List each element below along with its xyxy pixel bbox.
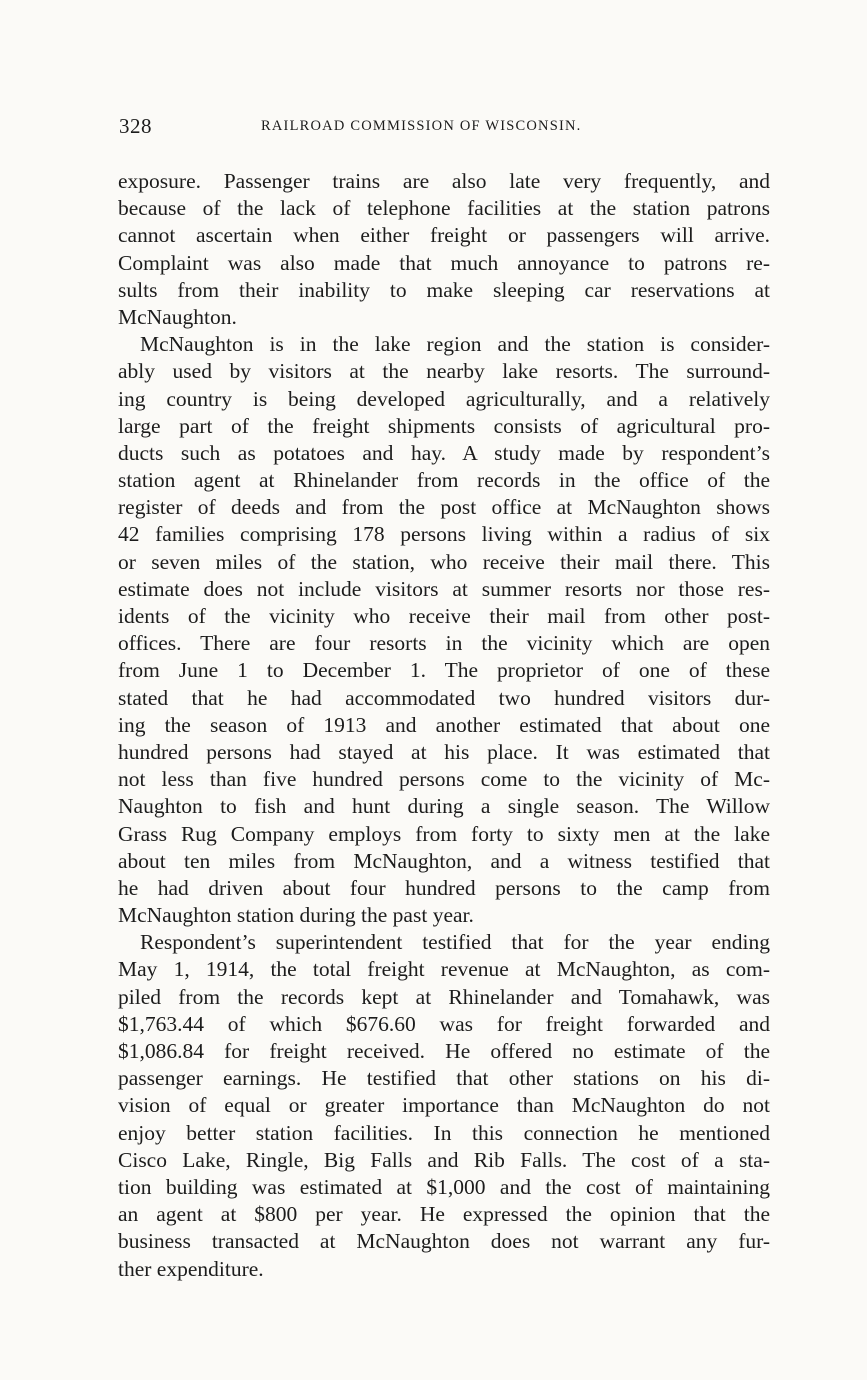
text-line: register of deeds and from the post office at McNaughton shows [118, 495, 770, 520]
page-number: 328 [119, 114, 152, 138]
text-line: vision of equal or greater importance than McNaughton do not [118, 1093, 770, 1118]
text-line: or seven miles of the station, who receive their mail there. This [118, 549, 770, 574]
text-line: ably used by visitors at the nearby lake resorts. The surround- [118, 359, 770, 384]
paragraph-2 [118, 331, 770, 929]
body-text [118, 168, 770, 1283]
paragraph-3 [118, 929, 770, 1282]
text-line: estimate does not include visitors at summer resorts nor those res- [118, 576, 770, 601]
text-line: he had driven about four hundred persons to the camp from [118, 875, 770, 900]
text-line: sults from their inability to make sleeping car reservations at [118, 277, 770, 302]
running-head [119, 114, 769, 144]
text-line: McNaughton. [118, 304, 237, 329]
text-line: stated that he had accommodated two hundred visitors dur- [118, 685, 770, 710]
text-line: Cisco Lake, Ringle, Big Falls and Rib Falls. The cost of a sta- [118, 1147, 770, 1172]
text-line: exposure. Passenger trains are also late very frequently, and [118, 169, 770, 193]
text-line: ther expenditure. [118, 1256, 264, 1281]
text-line: an agent at $800 per year. He expressed the opinion that the [118, 1202, 770, 1227]
text-line: McNaughton is in the lake region and the station is consider- [140, 332, 770, 357]
text-line: passenger earnings. He testified that other stations on his di- [118, 1066, 770, 1091]
text-line: Naughton to fish and hunt during a single season. The Willow [118, 794, 770, 819]
text-line: Grass Rug Company employs from forty to sixty men at the lake [118, 821, 770, 846]
text-line: because of the lack of telephone facilities at the station patrons [118, 196, 770, 221]
text-line: $1,086.84 for freight received. He offered no estimate of the [118, 1039, 770, 1063]
text-line: tion building was estimated at $1,000 and the cost of maintaining [118, 1174, 770, 1199]
running-title: RAILROAD COMMISSION OF WISCONSIN. [261, 118, 582, 134]
text-line: May 1, 1914, the total freight revenue at McNaughton, as com- [118, 957, 770, 982]
text-line: $1,763.44 of which $676.60 was for freight forwarded and [118, 1011, 770, 1036]
text-line: business transacted at McNaughton does not warrant any fur- [118, 1229, 770, 1254]
text-line: McNaughton station during the past year. [118, 903, 474, 928]
text-line: about ten miles from McNaughton, and a witness testified that [118, 848, 770, 873]
text-line: station agent at Rhinelander from records in the office of the [118, 468, 770, 493]
paragraph-1 [118, 168, 770, 331]
text-line: ing the season of 1913 and another estimated that about one [118, 712, 770, 737]
text-line: ducts such as potatoes and hay. A study made by respondent’s [118, 440, 770, 465]
text-line: Respondent’s superintendent testified that for the year ending [140, 930, 770, 955]
text-line: enjoy better station facilities. In this connection he mentioned [118, 1120, 770, 1145]
text-line: idents of the vicinity who receive their mail from other post- [118, 604, 770, 628]
text-line: hundred persons had stayed at his place. It was estimated that [118, 739, 770, 764]
text-line: Complaint was also made that much annoyance to patrons re- [118, 250, 770, 275]
text-line: ing country is being developed agriculturally, and a relatively [118, 386, 770, 411]
text-line: cannot ascertain when either freight or passengers will arrive. [118, 223, 770, 248]
text-line: large part of the freight shipments consists of agricultural pro- [118, 413, 770, 438]
text-line: piled from the records kept at Rhinelander and Tomahawk, was [118, 984, 770, 1009]
text-line: not less than five hundred persons come to the vicinity of Mc- [118, 767, 770, 792]
text-line: offices. There are four resorts in the vicinity which are open [118, 631, 770, 656]
text-line: from June 1 to December 1. The proprietor of one of these [118, 658, 770, 683]
text-line: 42 families comprising 178 persons living within a radius of six [118, 522, 770, 547]
